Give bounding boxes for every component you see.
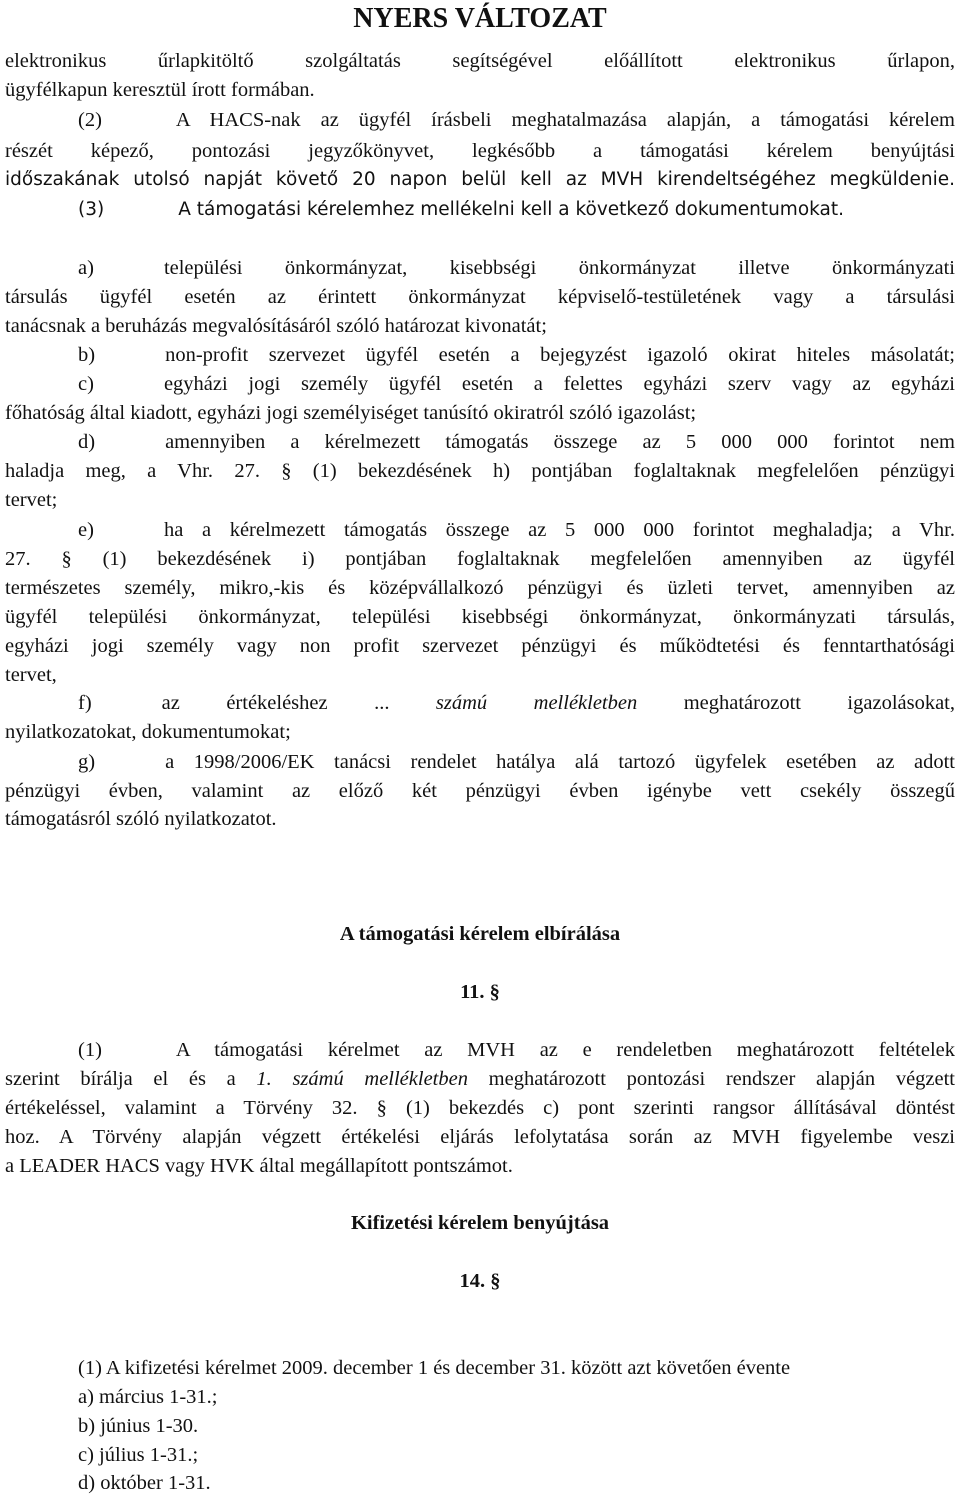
section-11-line-3: értékeléssel, valamint a Törvény 32. § (1) bekezdés c) pont szerinti rangsor állításával döntést	[5, 1097, 955, 1119]
period-b: b) június 1-30.	[78, 1415, 199, 1437]
list-item-a-line-2: társulás ügyfél esetén az érintett önkormányzat képviselő-testületének vagy a társulási	[5, 286, 955, 308]
paragraph-2-line-2: részét képező, pontozási jegyzőkönyvet, legkésőbb a támogatási kérelem benyújtási	[5, 140, 955, 162]
list-item-d-line-1: d) amennyiben a kérelmezett támogatás összege az 5 000 000 forintot nem	[78, 431, 955, 453]
list-item-e-label: e)	[78, 519, 94, 541]
section-11-line-4: hoz. A Törvény alapján végzett értékelési eljárás lefolytatása során az MVH figyelembe veszi	[5, 1126, 955, 1148]
paragraph-2-number: (2)	[78, 109, 102, 131]
list-item-a-line-1: a) települési önkormányzat, kisebbségi önkormányzat illetve önkormányzati	[78, 257, 955, 279]
paragraph-2-line-3: időszakának utolsó napját követő 20 napon belül kell az MVH kirendeltségéhez megküldenie.	[5, 169, 955, 190]
period-a: a) március 1-31.;	[78, 1386, 218, 1408]
paragraph-3: (3) A támogatási kérelemhez mellékelni kell a következő dokumentumokat.	[78, 199, 845, 220]
section-number-11: 11. §	[460, 981, 500, 1003]
section-11-line-2: szerint bírálja el és a 1. számú mellékletben meghatározott pontozási rendszer alapján végzett	[5, 1068, 956, 1090]
list-item-d-line-3: tervet;	[5, 489, 58, 511]
list-item-f-line-2: nyilatkozatokat, dokumentumokat;	[5, 721, 291, 743]
paragraph-3-number: (3)	[78, 199, 105, 220]
list-item-g-label: g)	[78, 751, 96, 773]
list-item-b-label: b)	[78, 344, 96, 366]
intro-line-1: elektronikus űrlapkitöltő szolgáltatás segítségével előállított elektronikus űrlapon,	[5, 50, 955, 72]
list-item-c-line-2: főhatóság által kiadott, egyházi jogi személyiséget tanúsító okiratról szóló igazolást;	[5, 402, 697, 424]
section-heading-payment: Kifizetési kérelem benyújtása	[350, 1212, 610, 1234]
list-item-c-line-1: c) egyházi jogi személy ügyfél esetén a felettes egyházi szerv vagy az egyházi	[78, 373, 955, 395]
list-item-e-line-5: egyházi jogi személy vagy non profit szervezet pénzügyi és működtetési és fenntarthatósági	[5, 635, 955, 657]
list-item-e-line-6: tervet,	[5, 664, 57, 686]
list-item-e-line-4: ügyfél települési önkormányzat, települési kisebbségi önkormányzat, önkormányzati társulás,	[5, 606, 955, 628]
intro-line-2: ügyfélkapun keresztül írott formában.	[5, 79, 315, 101]
list-item-f-label: f)	[78, 692, 92, 714]
section-14-line-1: (1) A kifizetési kérelmet 2009. december 1 és december 31. között azt követően évente	[78, 1357, 791, 1379]
list-item-a-line-3: tanácsnak a beruházás megvalósításáról szóló határozat kivonatát;	[5, 315, 547, 337]
annex-reference: 1. számú mellékletben	[256, 1068, 468, 1090]
section-11-line-1: (1) A támogatási kérelmet az MVH az e rendeletben meghatározott feltételek	[78, 1039, 955, 1061]
annex-reference: számú mellékletben	[435, 692, 638, 714]
period-c: c) július 1-31.;	[78, 1444, 199, 1466]
section-11-line-5: a LEADER HACS vagy HVK által megállapított pontszámot.	[5, 1155, 513, 1177]
list-item-e-line-1: e) ha a kérelmezett támogatás összege az 5 000 000 forintot meghaladja; a Vhr.	[78, 519, 955, 541]
list-item-g-line-3: támogatásról szóló nyilatkozatot.	[5, 808, 277, 830]
section-heading-evaluation: A támogatási kérelem elbírálása	[339, 923, 621, 945]
section-11-paragraph-number: (1)	[78, 1039, 102, 1061]
list-item-e-line-3: természetes személy, mikro,-kis és középvállalkozó pénzügyi és üzleti tervet, amennyiben az	[5, 577, 955, 599]
list-item-g-line-1: g) a 1998/2006/EK tanácsi rendelet hatálya alá tartozó ügyfelek esetében az adott	[78, 751, 955, 773]
list-item-a-label: a)	[78, 257, 94, 279]
list-item-f-line-1: f) az értékeléshez ... számú mellékletben meghatározott igazolásokat,	[78, 692, 956, 714]
paragraph-2-line-1: (2) A HACS-nak az ügyfél írásbeli meghatalmazása alapján, a támogatási kérelem	[78, 109, 955, 131]
list-item-b-line-1: b) non-profit szervezet ügyfél esetén a bejegyzést igazoló okirat hiteles másolatát;	[78, 344, 955, 366]
list-item-c-label: c)	[78, 373, 94, 395]
list-item-d-label: d)	[78, 431, 96, 453]
list-item-e-line-2: 27. § (1) bekezdésének i) pontjában foglaltaknak megfelelően amennyiben az ügyfél	[5, 548, 955, 570]
period-d: d) október 1-31.	[78, 1472, 211, 1494]
list-item-d-line-2: haladja meg, a Vhr. 27. § (1) bekezdésének h) pontjában foglaltaknak megfelelően pénzügyi	[5, 460, 955, 482]
section-number-14: 14. §	[459, 1270, 501, 1292]
page-title: NYERS VÁLTOZAT	[353, 3, 607, 34]
list-item-g-line-2: pénzügyi évben, valamint az előző két pénzügyi évben igénybe vett csekély összegű	[5, 780, 955, 802]
